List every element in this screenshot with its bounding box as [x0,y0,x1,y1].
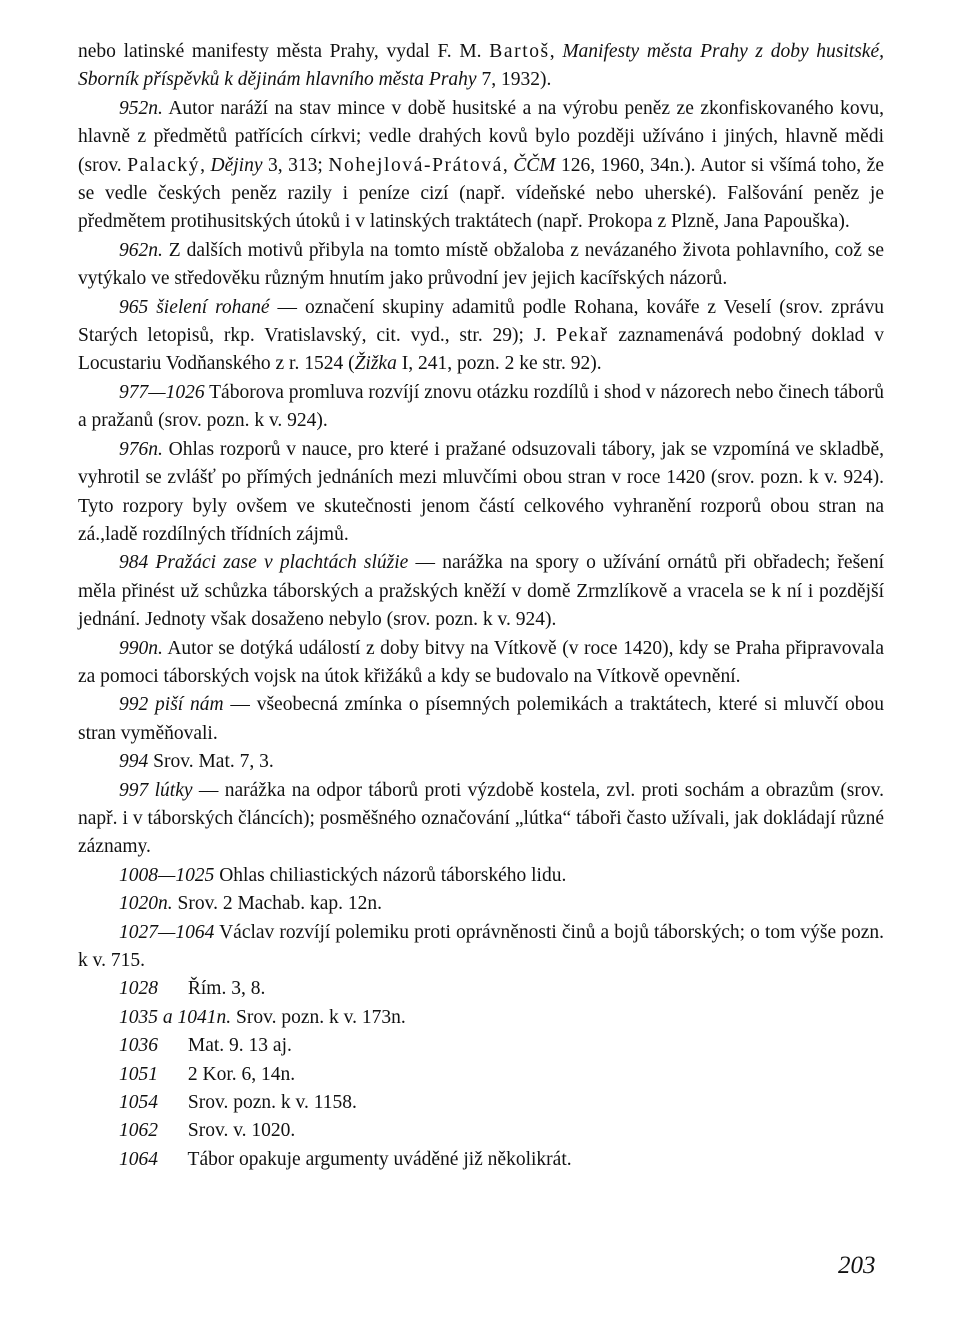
note-paragraph [78,890,884,918]
short-note [78,975,884,1003]
note-text: 3, 313; [262,154,329,176]
note-text: — narážka na odpor táborů proti výzdobě kostela, zvl. proti sochám a obrazům (srov. např. i v táborských článcích); posměšného označování „lútka“ táboři často užívali, jak dokládají různé záznamy. [78,779,884,858]
note-paragraph [78,294,884,379]
note-text: Palacký [127,154,201,176]
note-reference: 977—1026 [119,381,205,403]
note-text: Srov. Mat. 7, 3. [148,751,274,773]
note-text: Srov. pozn. k v. 173n. [236,1006,406,1028]
note-text: zaznamenává podobný doklad v Locustariu Vodňanského z r. 1524 ( [78,325,885,375]
note-reference: 1051 [119,1063,158,1085]
note-text: — označení skupiny adamitů podle Rohana, kováře z Veselí (srov. zprávu Starých letopisů, rkp. Vratislavský, cit. vyd., str. 29); J. [78,296,885,347]
page-body [78,38,884,1174]
note-text: ČČM [513,154,556,176]
note-text: Tábor opakuje argumenty uváděné již několikrát. [187,1148,572,1170]
note-reference: 1027—1064 [119,921,215,943]
short-note [78,1032,884,1060]
note-paragraph [78,379,884,436]
note-text: 2 Kor. 6, 14n. [187,1063,296,1085]
note-text: , [502,154,514,176]
note-text: — všeobecná zmínka o písemných polemikách a traktátech, které si mluvčí obou stran vyměňovali. [78,694,884,744]
note-reference: 990n. [119,637,163,659]
note-text: I, 241, pozn. 2 ke str. 92). [396,353,602,375]
note-reference: 976n. [119,438,163,460]
note-text: Srov. 2 Machab. kap. 12n. [172,893,383,915]
short-note [78,1061,884,1089]
note-text: 126, 1960, 34n.). Autor si všímá toho, že se vedle českých peněz razily i peníze cizí (např. vídeňské nebo uherské). Falšování peněz je předmětem protihusitských útoků i v latinských traktátech (např. Prokopa z Plzně, Jana Papouška). [78,154,884,233]
note-text: Autor naráží na stav mince v době husitské a na výrobu peněz ze zkonfiskovaného kovu, hlavně z předmětů patřících církvi; vedle drahých kovů bylo později užíváno i jiných, hlavně mědi (srov. [78,97,884,176]
short-note [78,1089,884,1117]
note-reference: 997 lútky [119,779,193,801]
note-text: Ohlas rozporů v nauce, pro které i pražané odsuzovali tábory, jak se vzpomíná ve skladbě, vyhrotil se zvlášť po přímých jednáních mezi mluvčími obou stran v roce 1420 (srov. pozn. k v. 924). Tyto rozpory byly ovšem ve skutečnosti jenom částí celkového vyhranění rozporů obou stran na zá.,ladě rozdílných třídních zájmů. [78,438,884,545]
note-text: Srov. v. 1020. [187,1120,296,1142]
note-paragraph [78,635,884,692]
note-text: Žižka [354,353,397,375]
note-reference: 962n. [119,239,163,261]
page-number: 203 [838,1252,876,1279]
note-reference: 1064 [119,1148,158,1170]
note-text: Řím. 3, 8. [187,978,266,1000]
note-reference: 965 šielení rohané [119,296,270,318]
note-text: Václav rozvíjí polemiku proti oprávněnosti činů a bojů táborských; o tom výše pozn. k v. 715. [78,921,884,971]
short-note [78,1146,884,1174]
note-reference: 984 Pražáci zase v plachtách slúžie [119,552,409,574]
note-paragraph [78,919,884,976]
note-text: Srov. pozn. k v. 1158. [187,1092,357,1114]
note-text: — narážka na spory o užívání ornátů při obřadech; řešení měla přinést už schůzka táborských a pražských kněží v domě Zrmzlíkově a vracela se k ní i pozdější jednání. Jednoty však dosaženo nebylo (srov. pozn. k v. 924). [78,552,884,631]
note-text: Pekař [556,325,609,347]
note-text: Táborova promluva rozvíjí znovu otázku rozdílů i shod v názorech nebo činech táborů a pražanů (srov. pozn. k v. 924). [78,381,884,432]
note-reference: 952n. [119,97,163,119]
note-text: 7, 1932). [476,69,552,91]
note-reference: 1062 [119,1120,158,1142]
note-text: Bartoš [489,41,550,62]
note-reference: 992 piší nám [119,694,224,716]
note-reference: 1028 [119,978,158,1000]
note-reference: 1035 a 1041n. [119,1006,232,1028]
note-text: , [200,154,211,176]
note-text: Z dalších motivů přibyla na tomto místě obžaloba z nevázaného života pohlavního, což se vytýkalo ve středověku různým hnutím jako průvodní jev jejich kacířských názorů. [78,239,884,290]
note-text: Ohlas chiliastických názorů táborského lidu. [214,864,567,886]
note-reference: 1054 [119,1092,158,1114]
note-reference: 994 [119,751,149,773]
note-paragraph [78,95,884,237]
short-note [78,1117,884,1145]
note-text: Mat. 9. 13 aj. [187,1035,292,1057]
note-reference: 1020n. [119,893,173,915]
note-paragraph [78,549,884,634]
notes-section [78,38,884,975]
note-reference: 1008—1025 [119,864,215,886]
note-text: Nohejlová-Prátová [328,154,503,176]
note-text: Manifesty města Prahy z doby husitské, Sborník příspěvků k dějinám hlavního města Prahy [78,41,884,91]
note-text: Dějiny [210,154,263,176]
note-text: , [549,41,563,62]
note-paragraph [78,748,884,776]
note-paragraph [78,237,884,294]
note-text: nebo latinské manifesty města Prahy, vydal F. M. [78,41,490,62]
note-paragraph [78,691,884,748]
note-paragraph [78,862,884,890]
note-text: Autor se dotýká událostí z doby bitvy na Vítkově (v roce 1420), kdy se Praha připravovala za pomoci táborských vojsk na útok křižáků a kdy se budovalo na Vítkově opevnění. [78,637,884,687]
note-paragraph [78,777,884,862]
short-note [78,1004,884,1032]
continued-note [78,38,884,95]
note-reference: 1036 [119,1035,158,1057]
note-paragraph [78,436,884,550]
short-notes-section [78,975,884,1174]
